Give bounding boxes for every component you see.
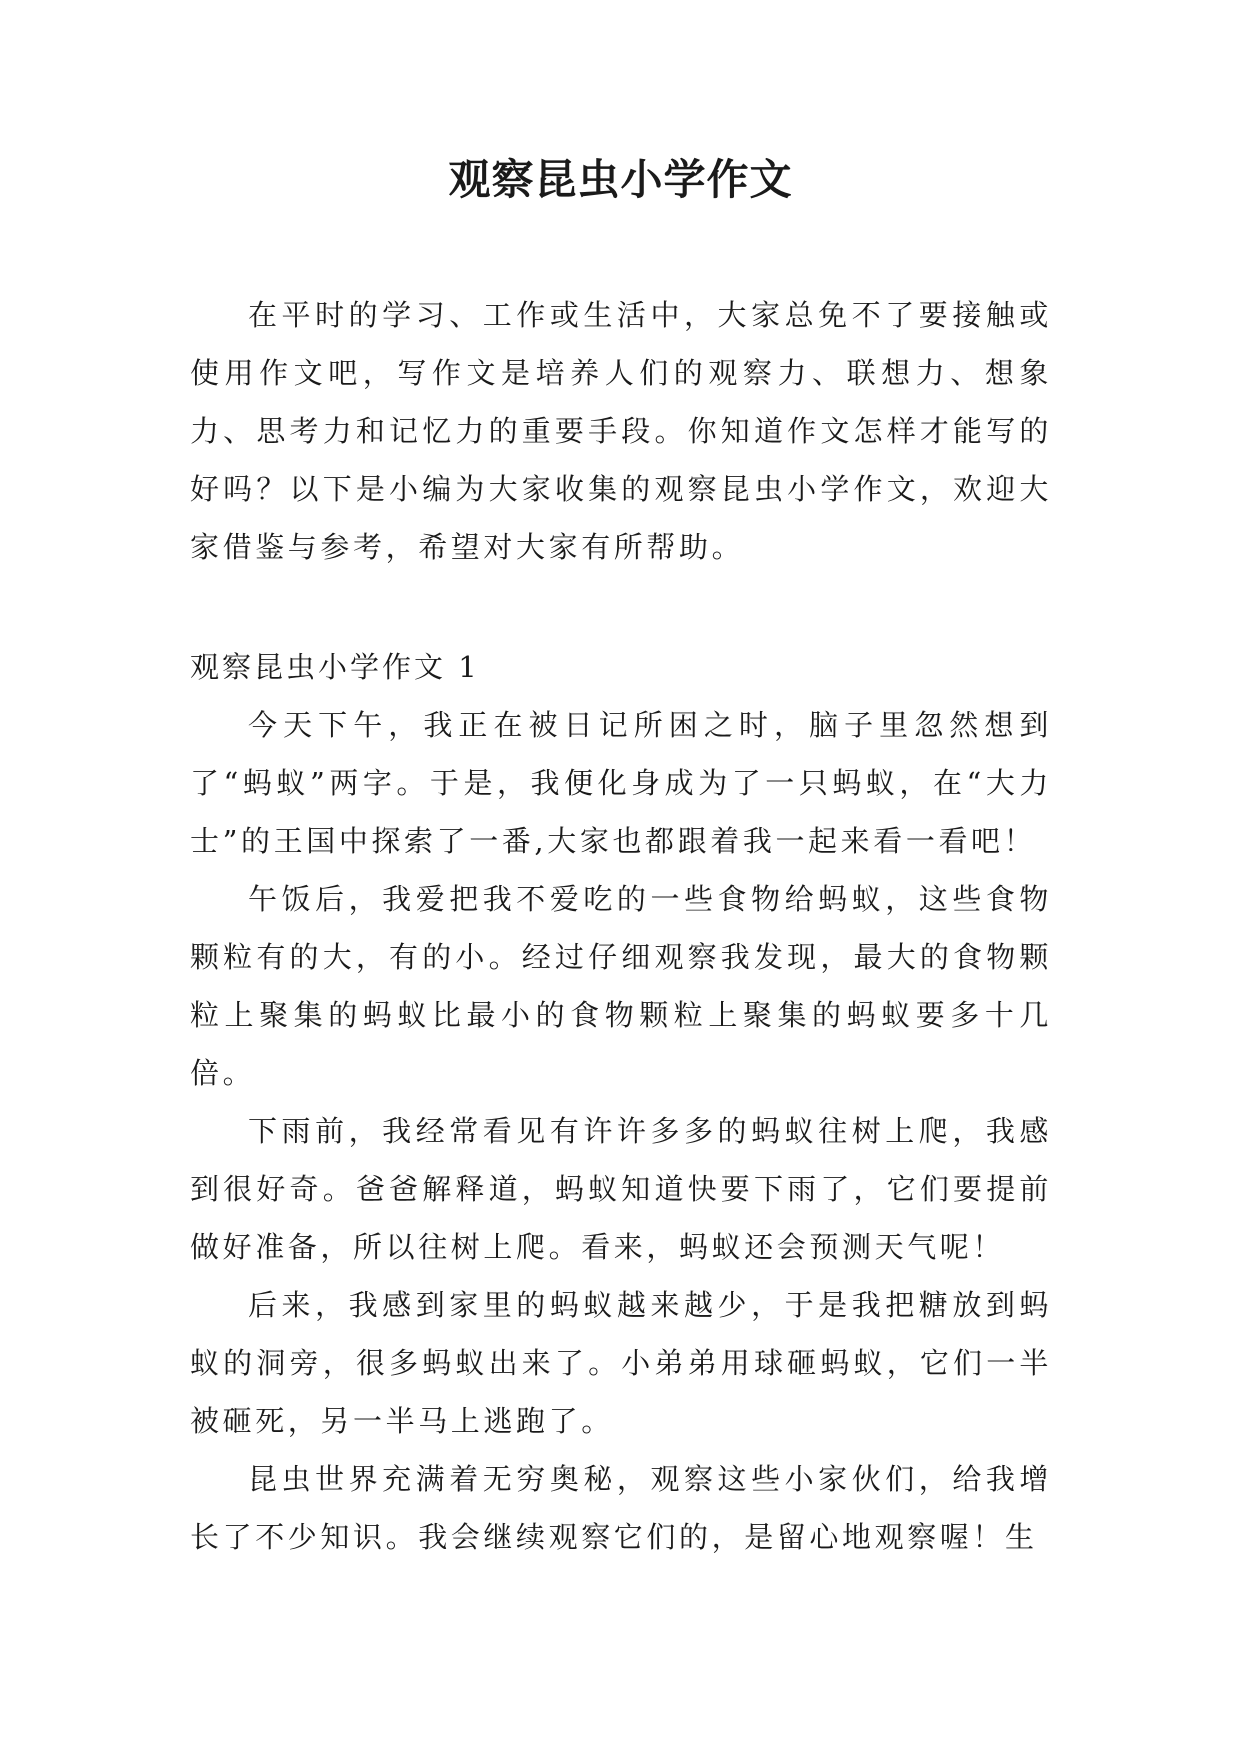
section-heading: 观察昆虫小学作文 1 bbox=[190, 650, 480, 684]
essay-body bbox=[190, 696, 1052, 1566]
intro-paragraph: 在平时的学习、工作或生活中，大家总免不了要接触或使用作文吧，写作文是培养人们的观察力、联想力、想象力、思考力和记忆力的重要手段。你知道作文怎样才能写的好吗？以下是小编为大家收集的观察昆虫小学作文，欢迎大家借鉴与参考，希望对大家有所帮助。 bbox=[190, 298, 1052, 564]
essay-paragraph-1: 今天下午，我正在被日记所困之时，脑子里忽然想到了“蚂蚁”两字。于是，我便化身成为了一只蚂蚁，在“大力士”的王国中探索了一番,大家也都跟着我一起来看一看吧！ bbox=[190, 708, 1052, 858]
essay-paragraph-4: 后来，我感到家里的蚂蚁越来越少，于是我把糖放到蚂蚁的洞旁，很多蚂蚁出来了。小弟弟用球砸蚂蚁，它们一半被砸死，另一半马上逃跑了。 bbox=[190, 1288, 1052, 1438]
essay-paragraph-2: 午饭后，我爱把我不爱吃的一些食物给蚂蚁，这些食物颗粒有的大，有的小。经过仔细观察我发现，最大的食物颗粒上聚集的蚂蚁比最小的食物颗粒上聚集的蚂蚁要多十几倍。 bbox=[190, 882, 1052, 1090]
intro-block bbox=[190, 286, 1052, 576]
essay-paragraph-5: 昆虫世界充满着无穷奥秘，观察这些小家伙们，给我增长了不少知识。我会继续观察它们的，是留心地观察喔！生 bbox=[190, 1462, 1052, 1554]
document-title: 观察昆虫小学作文 bbox=[448, 155, 793, 204]
essay-paragraph-3: 下雨前，我经常看见有许许多多的蚂蚁往树上爬，我感到很好奇。爸爸解释道，蚂蚁知道快要下雨了，它们要提前做好准备，所以往树上爬。看来，蚂蚁还会预测天气呢！ bbox=[190, 1114, 1052, 1264]
